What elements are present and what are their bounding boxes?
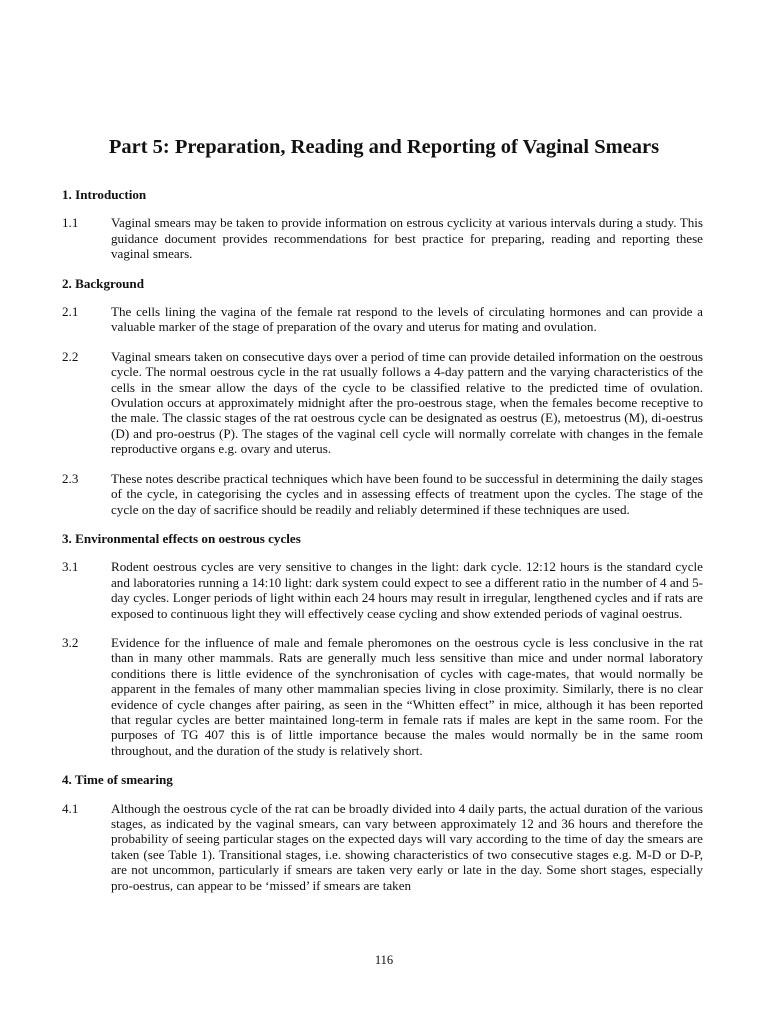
paragraph — [62, 304, 703, 335]
paragraph-number: 2.1 — [62, 304, 79, 320]
paragraph-text: Rodent oestrous cycles are very sensitive to changes in the light: dark cycle. 12:12 hours is the standard cycle and laboratories running a 14:10 light: dark system could expect to see a different ratio in the number of 4 and 5-day cycles. Longer periods of light within each 24 hours may result in irregular, lengthened cycles and if rats are exposed to continuous light they will effectively cease cycling and show extended periods of vaginal oestrus. — [111, 559, 703, 621]
paragraph-text: Evidence for the influence of male and female pheromones on the oestrous cycle is less conclusive in the rat than in many other mammals. Rats are generally much less sensitive than mice and under normal laboratory conditions there is little evidence of the synchronisation of cycles with cage-mates, that would normally be apparent in the females of many other mammalian species living in close proximity. Similarly, there is no clear evidence of cycle changes after pairing, as seen in the “Whitten effect” in mice, although it has been reported that regular cycles are better maintained long-term in female rats if males are kept in the same room. For the purposes of TG 407 this is of little importance because the males would normally be in the same room throughout, and the duration of the study is relatively short. — [111, 634, 703, 758]
page-title: Part 5: Preparation, Reading and Reporting of Vaginal Smears — [108, 136, 660, 158]
paragraph — [62, 635, 703, 758]
section-time-of-smearing — [62, 772, 703, 893]
paragraph-text: Vaginal smears may be taken to provide information on estrous cyclicity at various intervals during a study. This guidance document provides recommendations for best practice for preparing, reading and reporting these vaginal smears. — [111, 215, 703, 262]
paragraph-number: 3.1 — [62, 559, 79, 575]
paragraph-number: 1.1 — [62, 215, 79, 231]
paragraph-number: 4.1 — [62, 800, 79, 816]
section-environmental-effects — [62, 531, 703, 758]
section-heading: 1. Introduction — [62, 187, 147, 202]
section-introduction — [62, 187, 703, 262]
paragraph-number: 2.3 — [62, 470, 79, 486]
paragraph-text: The cells lining the vagina of the female rat respond to the levels of circulating hormones and can provide a valuable marker of the stage of preparation of the ovary and uterus for mating and ovulation. — [111, 304, 703, 335]
paragraph — [62, 349, 703, 457]
section-heading: 4. Time of smearing — [62, 772, 173, 788]
paragraph-text: These notes describe practical techniques which have been found to be successful in determining the daily stages of the cycle, in categorising the cycles and in assessing effects of treatment upon the cycles. The stage of the cycle on the day of sacrifice should be readily and reliably determined if these techniques are used. — [111, 470, 703, 517]
paragraph-text: Although the oestrous cycle of the rat can be broadly divided into 4 daily parts, the actual duration of the various stages, as indicated by the vaginal smears, can vary between approximately 12 and 36 hours and therefore the probability of seeing particular stages on the expected days will vary according to the time of day the smears are taken (see Table 1). Transitional stages, i.e. showing characteristics of two consecutive stages e.g. M-D or D-P, are not uncommon, particularly if smears are taken very early or late in the day. Some short stages, especially pro-oestrus, can appear to be ‘missed’ if smears are taken — [111, 800, 703, 893]
section-background — [62, 276, 703, 517]
paragraph-number: 2.2 — [62, 348, 79, 364]
page-number: 116 — [374, 953, 394, 967]
paragraph — [62, 559, 703, 621]
paragraph — [62, 801, 703, 893]
document-body — [62, 187, 703, 907]
section-heading: 2. Background — [62, 275, 144, 291]
paragraph-text: Vaginal smears taken on consecutive days over a period of time can provide detailed information on the oestrous cycle. The normal oestrous cycle in the rat usually follows a 4-day pattern and the varying characteristics of the cells in the smear allow the days of the cycle to be classified relative to the predicted time of ovulation. Ovulation occurs at approximately midnight after the pro-oestrous stage, when the females become receptive to the male. The classic stages of the rat oestrous cycle can be designated as oestrus (E), metoestrus (M), di-oestrus (D) and pro-oestrus (P). The stages of the vaginal cell cycle will normally correlate with changes in the female reproductive organs e.g. ovary and uterus. — [111, 348, 703, 457]
paragraph — [62, 215, 703, 261]
paragraph — [62, 471, 703, 517]
section-heading: 3. Environmental effects on oestrous cycles — [62, 530, 301, 546]
paragraph-number: 3.2 — [62, 634, 79, 650]
